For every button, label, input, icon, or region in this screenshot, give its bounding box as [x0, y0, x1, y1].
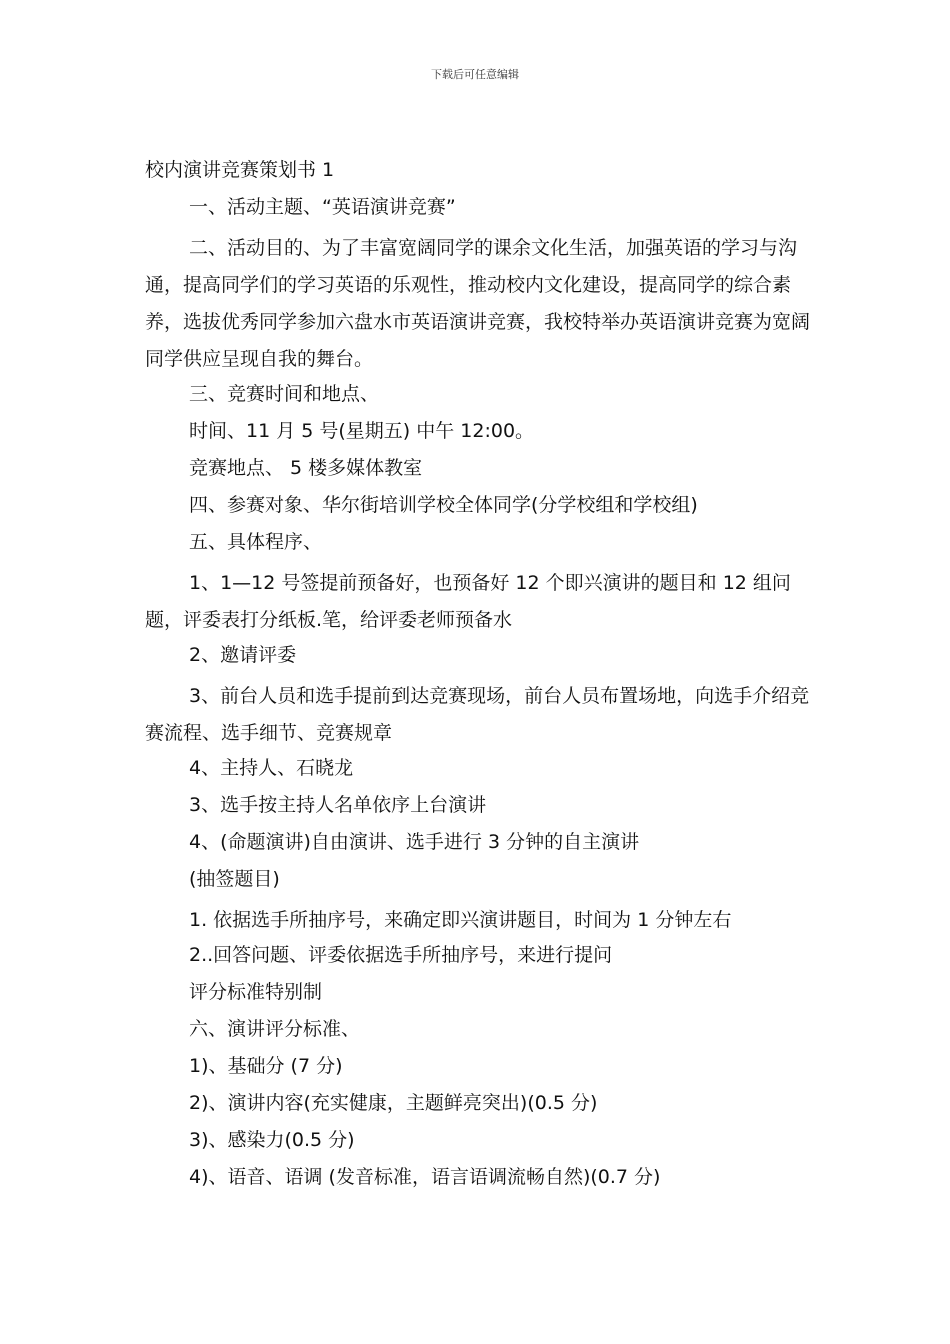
paragraph-score-content: 2)、演讲内容(充实健康，主题鲜亮突出)(0.5 分): [189, 1092, 598, 1114]
paragraph-place: 竞赛地点、 5 楼多媒体教室: [189, 457, 423, 479]
paragraph-questions: 2..回答问题、评委依据选手所抽序号，来进行提问: [189, 944, 613, 966]
paragraph-time-place-heading: 三、竞赛时间和地点、: [189, 383, 380, 405]
paragraph-step-arrive: 3、前台人员和选手提前到达竞赛现场，前台人员布置场地，向选手介绍竞赛流程、选手细节、竞赛规章: [145, 685, 810, 744]
paragraph-lottery: (抽签题目): [189, 868, 280, 890]
paragraph-step-prepare: 1、1—12 号签提前预备好，也预备好 12 个即兴演讲的题目和 12 组问题，评委表打分纸板.笔，给评委老师预备水: [145, 572, 791, 631]
paragraph-impromptu: 1. 依据选手所抽序号，来确定即兴演讲题目，时间为 1 分钟左右: [189, 909, 732, 931]
document-title: 校内演讲竞赛策划书 1: [145, 159, 335, 181]
page-header: 下载后可任意编辑: [431, 68, 519, 81]
paragraph-scoring-heading: 六、演讲评分标准、: [189, 1018, 361, 1040]
paragraph-participants: 四、参赛对象、华尔街培训学校全体同学(分学校组和学校组): [189, 494, 698, 516]
paragraph-score-appeal: 3)、感染力(0.5 分): [189, 1129, 355, 1151]
paragraph-purpose: 二、活动目的、为了丰富宽阔同学的课余文化生活，加强英语的学习与沟通，提高同学们的学习英语的乐观性，推动校内文化建设，提高同学的综合素养，选拔优秀同学参加六盘水市英语演讲竞赛，我校特举办英语演讲竞赛为宽阔同学供应呈现自我的舞台。: [145, 237, 811, 370]
paragraph-procedure-heading: 五、具体程序、: [189, 531, 323, 553]
paragraph-step-host: 4、主持人、石晓龙: [189, 757, 354, 779]
paragraph-scoring-note: 评分标准特别制: [189, 981, 323, 1003]
paragraph-theme: 一、活动主题、“英语演讲竞赛”: [189, 196, 456, 218]
paragraph-time: 时间、11 月 5 号(星期五) 中午 12:00。: [189, 420, 535, 442]
document-body: [145, 156, 810, 1200]
paragraph-step-invite: 2、邀请评委: [189, 644, 297, 666]
paragraph-step-order: 3、选手按主持人名单依序上台演讲: [189, 794, 487, 816]
paragraph-score-pronunciation: 4)、语音、语调 (发音标准，语言语调流畅自然)(0.7 分): [189, 1166, 661, 1188]
paragraph-score-base: 1)、基础分 (7 分): [189, 1055, 343, 1077]
paragraph-step-speech: 4、(命题演讲)自由演讲、选手进行 3 分钟的自主演讲: [189, 831, 640, 853]
